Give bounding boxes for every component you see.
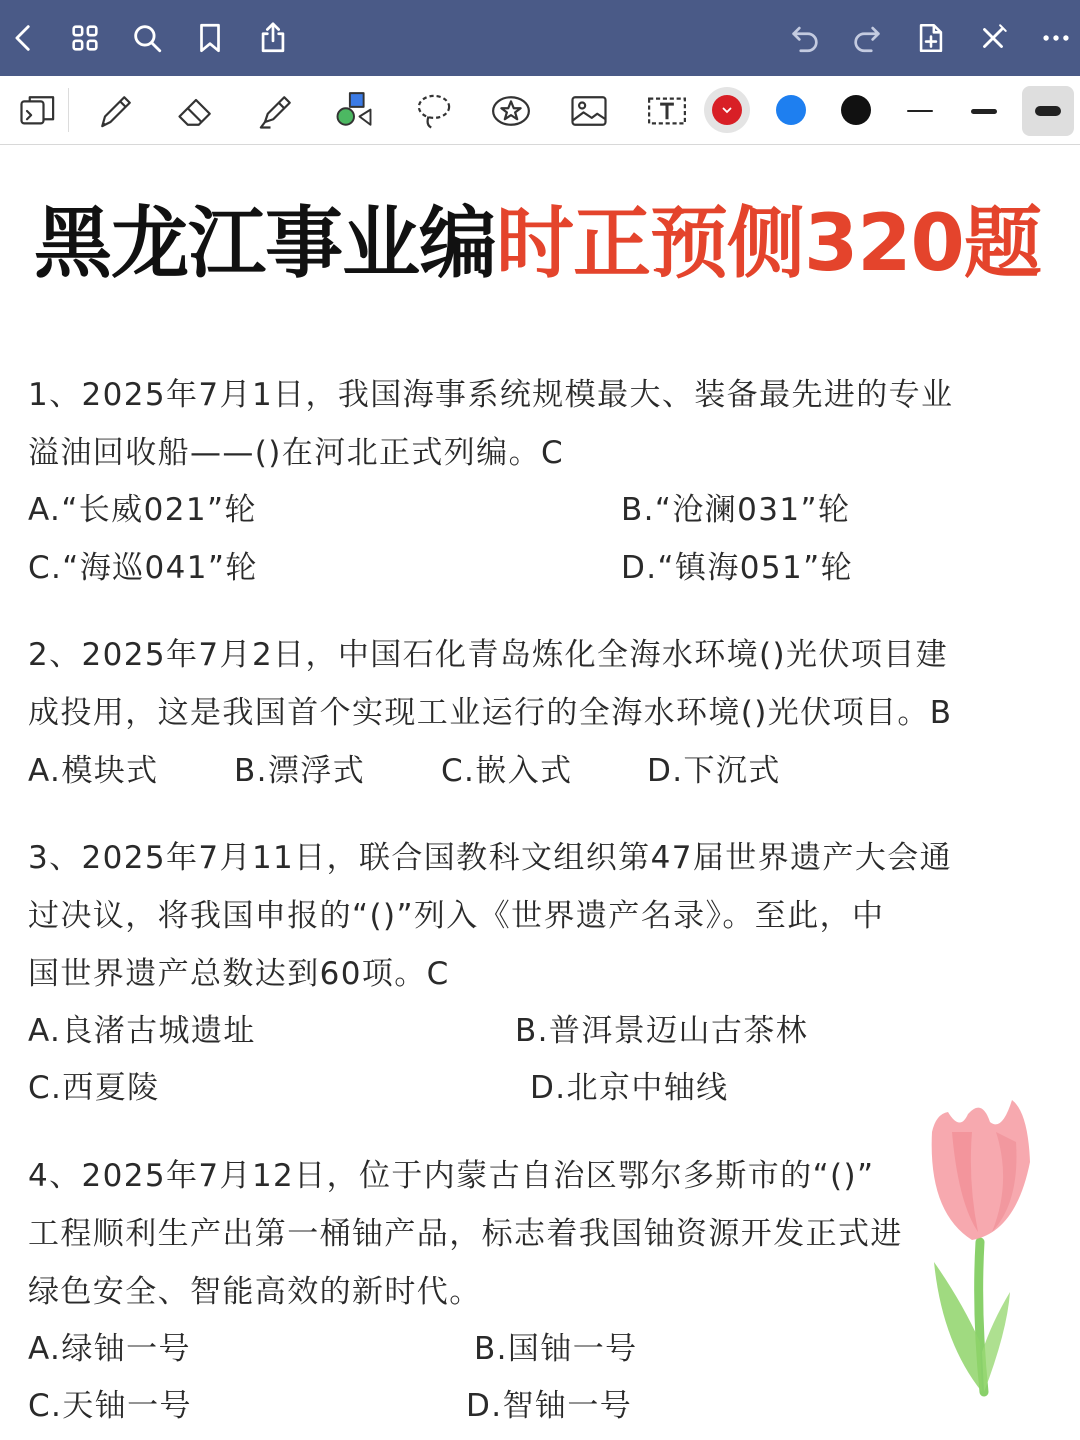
color-swatch-black[interactable] <box>841 95 871 125</box>
question-line: 4、2025年7月12日，位于内蒙古自治区鄂尔多斯市的“()” <box>28 1158 875 1194</box>
question-4-option-c: C.天铀一号 <box>28 1388 192 1424</box>
bookmark-icon[interactable] <box>188 16 232 60</box>
question-1-option-c: C.“海巡041”轮 <box>28 550 258 586</box>
question-2-option-c: C.嵌入式 <box>441 753 573 789</box>
tulip-drawing <box>912 1092 1052 1412</box>
question-3-option-b: B.普洱景迈山古茶林 <box>515 1013 809 1049</box>
question-2-option-b: B.漂浮式 <box>234 753 366 789</box>
color-swatch-red[interactable] <box>712 95 742 125</box>
question-1-option-b: B.“沧澜031”轮 <box>621 492 851 528</box>
stroke-thin-button[interactable] <box>894 86 946 136</box>
shapes-icon[interactable] <box>328 85 380 137</box>
top-nav-bar <box>0 0 1080 76</box>
question-line: 国世界遗产总数达到60项。C <box>28 956 450 992</box>
question-2-text <box>28 626 1028 742</box>
question-line: 工程顺利生产出第一桶铀产品，标志着我国铀资源开发正式进 <box>28 1216 903 1252</box>
question-1-option-d: D.“镇海051”轮 <box>621 550 854 586</box>
image-icon[interactable] <box>563 85 615 137</box>
stroke-thick-button[interactable] <box>1022 86 1074 136</box>
question-line: 成投用，这是我国首个实现工业运行的全海水环境()光伏项目。B <box>28 695 953 731</box>
layout-icon[interactable] <box>12 85 64 137</box>
question-line: 绿色安全、智能高效的新时代。 <box>28 1274 482 1310</box>
color-swatch-blue[interactable] <box>776 95 806 125</box>
add-page-icon[interactable] <box>909 16 953 60</box>
question-4-option-a: A.绿铀一号 <box>28 1331 191 1367</box>
chevron-down-icon <box>712 95 742 125</box>
stroke-medium-icon <box>971 109 997 114</box>
share-icon[interactable] <box>251 16 295 60</box>
pen-icon[interactable] <box>90 85 142 137</box>
textbox-icon[interactable] <box>641 85 693 137</box>
question-1-option-a: A.“长威021”轮 <box>28 492 257 528</box>
back-icon[interactable] <box>2 16 46 60</box>
question-2-option-a: A.模块式 <box>28 753 159 789</box>
highlighter-icon[interactable] <box>250 85 302 137</box>
question-4-text <box>28 1147 1028 1321</box>
lasso-icon[interactable] <box>408 85 460 137</box>
stroke-thin-icon <box>907 110 933 112</box>
annotation-toolbar <box>0 76 1080 145</box>
close-icon[interactable] <box>971 16 1015 60</box>
document-title <box>34 196 1064 292</box>
grid-icon[interactable] <box>63 16 107 60</box>
undo-icon[interactable] <box>783 16 827 60</box>
question-3-text <box>28 829 1028 1003</box>
question-line: 过决议，将我国申报的“()”列入《世界遗产名录》。至此，中 <box>28 898 885 934</box>
search-icon[interactable] <box>125 16 169 60</box>
question-1-text <box>28 366 1028 482</box>
question-4-option-b: B.国铀一号 <box>474 1331 638 1367</box>
question-4-option-d: D.智铀一号 <box>466 1388 633 1424</box>
question-3-option-c: C.西夏陵 <box>28 1070 160 1106</box>
sticker-icon[interactable] <box>485 85 537 137</box>
redo-icon[interactable] <box>845 16 889 60</box>
question-3-option-a: A.良渚古城遗址 <box>28 1013 256 1049</box>
question-line: 溢油回收船——()在河北正式列编。C <box>28 435 565 471</box>
question-line: 2、2025年7月2日，中国石化青岛炼化全海水环境()光伏项目建 <box>28 637 949 673</box>
title-red-part: 时正预侧320题 <box>496 199 1041 289</box>
question-line: 1、2025年7月1日，我国海事系统规模最大、装备最先进的专业 <box>28 377 954 413</box>
more-icon[interactable] <box>1034 16 1078 60</box>
question-line: 3、2025年7月11日，联合国教科文组织第47届世界遗产大会通 <box>28 840 953 876</box>
stroke-thick-icon <box>1035 106 1061 116</box>
stroke-medium-button[interactable] <box>958 86 1010 136</box>
question-2-option-d: D.下沉式 <box>647 753 781 789</box>
eraser-icon[interactable] <box>170 85 222 137</box>
title-black-part: 黑龙江事业编 <box>34 199 497 289</box>
toolbar-divider <box>68 88 69 132</box>
question-3-option-d: D.北京中轴线 <box>530 1070 729 1106</box>
